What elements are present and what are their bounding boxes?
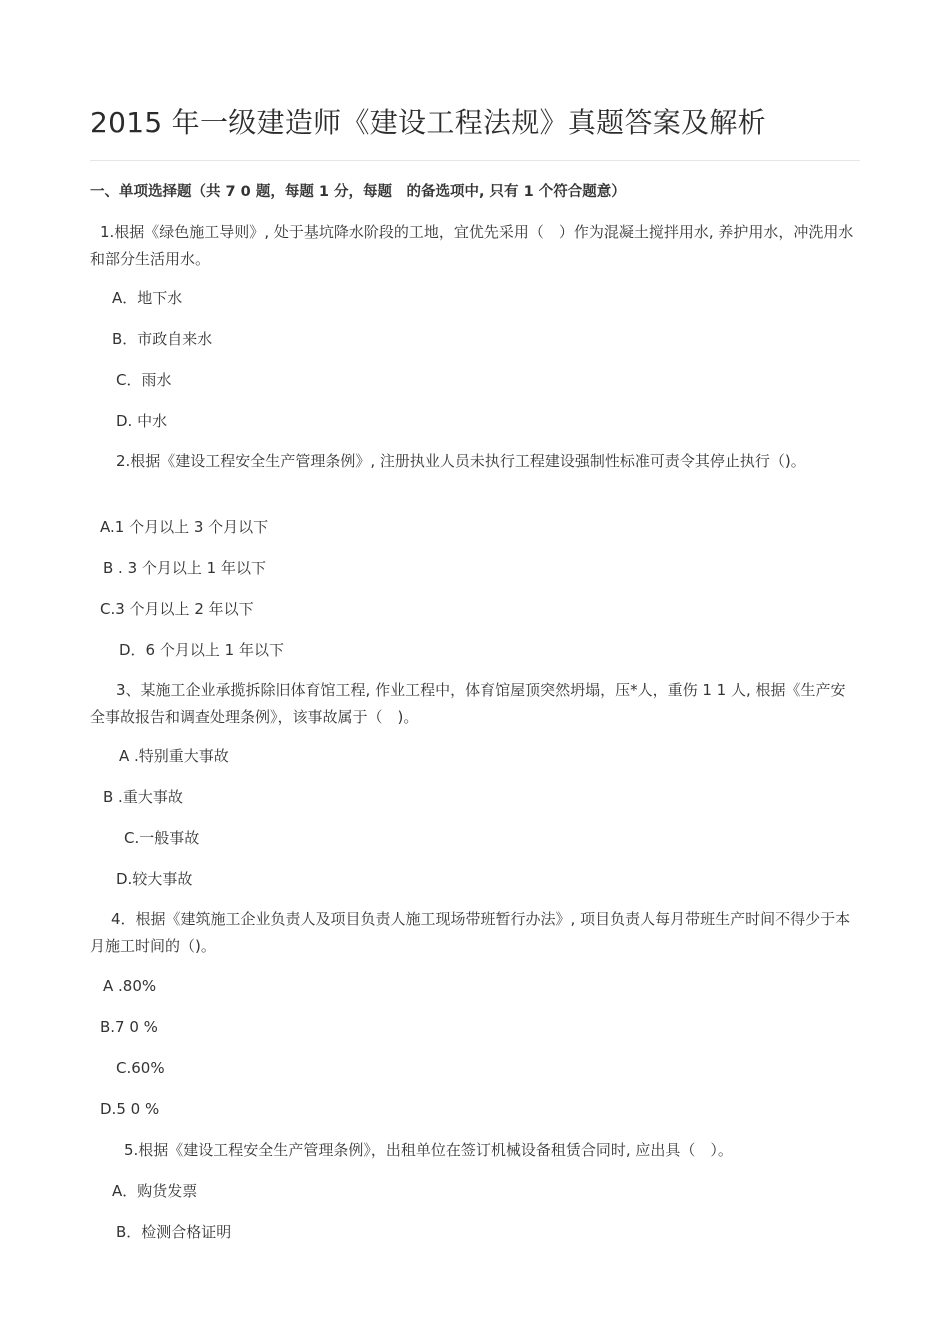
question-4-option-b: B.7 0 % xyxy=(100,1018,158,1036)
question-5-option-a: A．购货发票 xyxy=(112,1182,198,1200)
question-4-option-c: C.60% xyxy=(116,1059,165,1077)
question-2-option-d: D．6 个月以上 1 年以下 xyxy=(119,641,284,659)
question-4-option-a: A .80% xyxy=(103,977,157,995)
question-3-option-d: D.较大事故 xyxy=(116,870,193,888)
question-3-stem: 3、某施工企业承揽拆除旧体育馆工程, 作业工程中，体育馆屋顶突然坍塌，压*人，重伤 1 1 人, 根据《生产安全事故报告和调查处理条例》，该事故属于（ )。 xyxy=(90,681,846,726)
question-2-option-a: A.1 个月以上 3 个月以下 xyxy=(100,518,269,536)
question-3-option-c: C.一般事故 xyxy=(124,829,200,847)
question-4-stem: 4．根据《建筑施工企业负责人及项目负责人施工现场带班暂行办法》, 项目负责人每月带班生产时间不得少于本月施工时间的（)。 xyxy=(90,910,851,955)
question-3-option-b: B .重大事故 xyxy=(103,788,183,806)
question-2-option-b: B . 3 个月以上 1 年以下 xyxy=(103,559,266,577)
question-1-option-a: A．地下水 xyxy=(112,289,183,307)
document-title: 2015 年一级建造师《建设工程法规》真题答案及解析 xyxy=(90,106,766,139)
question-1-option-c: C．雨水 xyxy=(116,371,172,389)
question-4-option-d: D.5 0 % xyxy=(100,1100,160,1118)
title-divider xyxy=(90,160,860,161)
question-3-option-a: A .特别重大事故 xyxy=(119,747,229,765)
question-2-option-c: C.3 个月以上 2 年以下 xyxy=(100,600,254,618)
question-5-option-b: B．检测合格证明 xyxy=(116,1223,232,1241)
section-heading: 一、单项选择题（共 7 0 题，每题 1 分，每题 的备选项中, 只有 1 个符合题意） xyxy=(90,184,626,200)
question-1-option-b: B．市政自来水 xyxy=(112,330,213,348)
question-1-stem: 1.根据《绿色施工导则》, 处于基坑降水阶段的工地，宜优先采用（ ）作为混凝土搅拌用水, 养护用水，冲洗用水和部分生活用水。 xyxy=(90,223,854,268)
question-2-stem: 2.根据《建设工程安全生产管理条例》, 注册执业人员未执行工程建设强制性标准可责令其停止执行（)。 xyxy=(116,452,806,470)
question-5-stem: 5.根据《建设工程安全生产管理条例》，出租单位在签订机械设备租赁合同时, 应出具（ ）。 xyxy=(124,1141,733,1159)
question-1-option-d: D. 中水 xyxy=(116,412,168,430)
